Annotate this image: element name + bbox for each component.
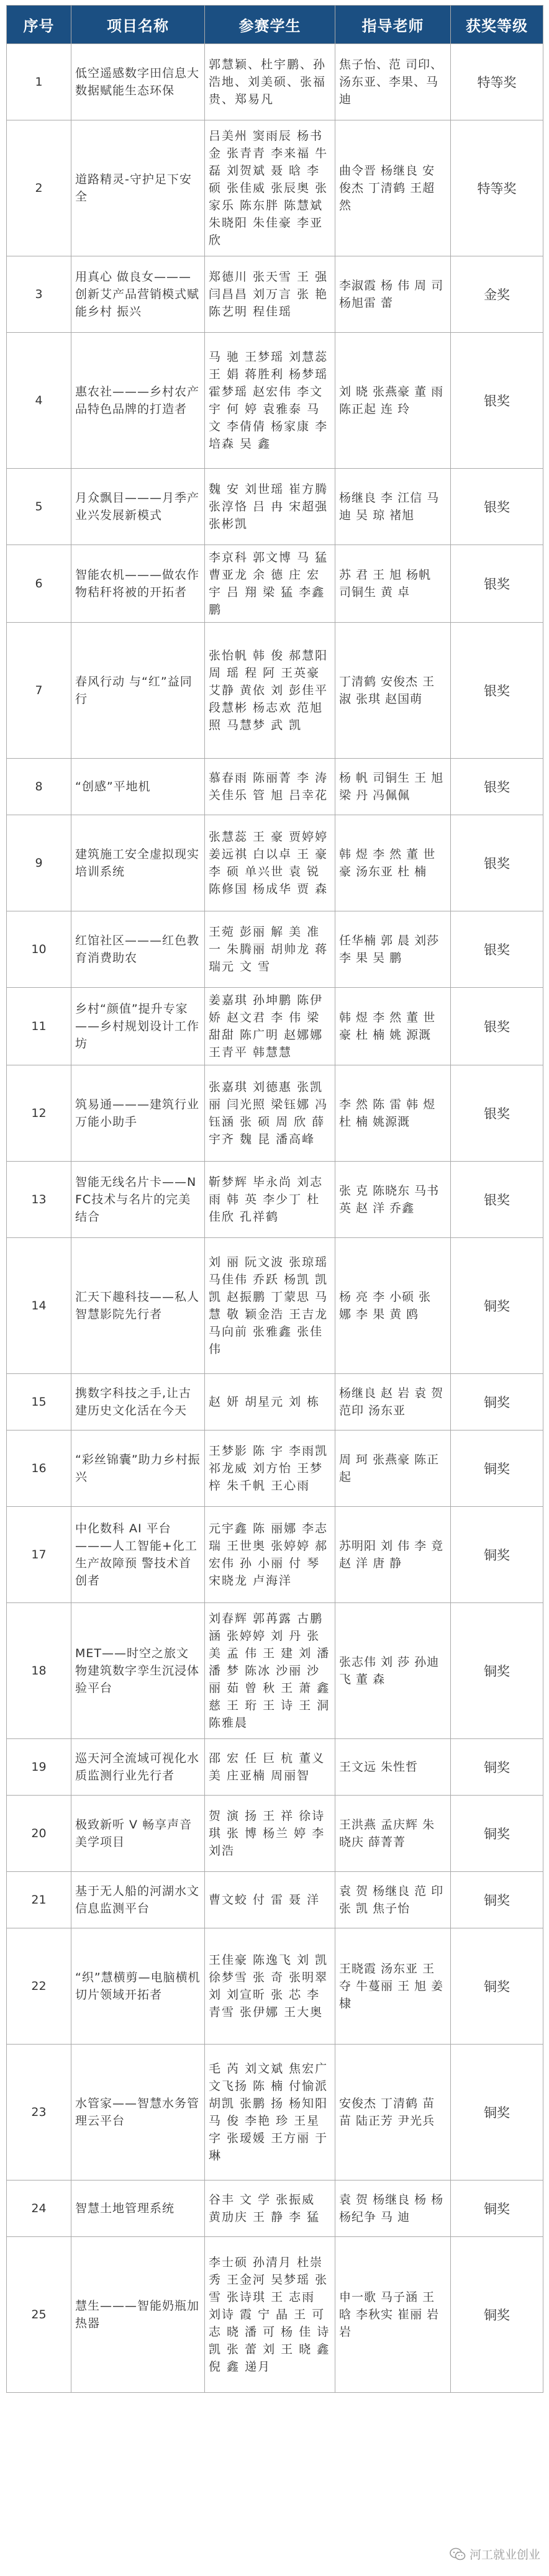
project-name: 智能农机———做农作物秸秆将被的开拓者 [71, 545, 205, 623]
project-name: 汇天下趣科技——私人智慧影院先行者 [71, 1238, 205, 1374]
table-row [7, 623, 543, 759]
prize-level: 铜奖 [451, 1928, 543, 2045]
row-number: 4 [7, 333, 71, 469]
table-row [7, 759, 543, 815]
table-row [7, 2045, 543, 2181]
prize-level: 银奖 [451, 815, 543, 911]
teachers-cell: 王晓霞 汤东亚 王 夺 牛蔓丽 王 旭 姜 棣 [335, 1928, 451, 2045]
table-row [7, 911, 543, 988]
students-cell: 元宇鑫 陈 丽娜 李志瑞 王世奥 张婷婷 郝宏伟 孙 小丽 付 琴 宋晓龙 卢海洋 [205, 1507, 335, 1603]
row-number: 12 [7, 1065, 71, 1162]
row-number: 1 [7, 44, 71, 120]
prize-level: 银奖 [451, 469, 543, 545]
row-number: 2 [7, 120, 71, 256]
students-cell: 毛 芮 刘文斌 焦宏广 文飞扬 陈 楠 付愉派 胡凯 张鹏 扬 杨知阳 马 俊 李艳 珍 王星字 张瑷媛 王方丽 于 琳 [205, 2045, 335, 2181]
teachers-cell: 王洪燕 孟庆辉 朱晓庆 薛菁菁 [335, 1796, 451, 1872]
awards-table [6, 5, 543, 2393]
students-cell: 王菀 彭丽 解 美 准一 朱腾丽 胡帅龙 蒋瑞元 文 雪 [205, 911, 335, 988]
prize-level: 铜奖 [451, 1507, 543, 1603]
project-name: 极致新听 V 畅享声音美学项目 [71, 1796, 205, 1872]
students-cell: 魏 安 刘世瑶 崔方腾 张淳恪 吕 冉 宋超强 张彬凯 [205, 469, 335, 545]
students-cell: 吕美州 窦雨辰 杨书金 张青青 李来福 牛 磊 刘贺斌 聂 晗 李 硕 张佳威 张辰奥 张家乐 陈东胖 陈慧斌 朱晓阳 朱佳豪 李亚欣 [205, 120, 335, 256]
table-row [7, 2181, 543, 2237]
prize-level: 特等奖 [451, 120, 543, 256]
row-number: 23 [7, 2045, 71, 2181]
project-name: 智慧土地管理系统 [71, 2181, 205, 2237]
prize-level: 银奖 [451, 911, 543, 988]
project-name: “织”慧横剪—电脑横机切片领域开拓者 [71, 1928, 205, 2045]
students-cell: 贺 演 扬 王 祥 徐诗琪 张 博 杨兰 婷 李 刘浩 [205, 1796, 335, 1872]
project-name: 基于无人船的河湖水文信息监测平台 [71, 1872, 205, 1928]
teachers-cell: 张 克 陈晓东 马书英 赵 洋 乔鑫 [335, 1162, 451, 1238]
table-row [7, 815, 543, 911]
table-row [7, 1507, 543, 1603]
teachers-cell: 苏 君 王 旭 杨帆 司铜生 黄 卓 [335, 545, 451, 623]
row-number: 17 [7, 1507, 71, 1603]
project-name: “创感”平地机 [71, 759, 205, 815]
table-row [7, 988, 543, 1065]
project-name: 用真心 做良女———创新艾产品营销模式赋能乡村 振兴 [71, 256, 205, 333]
students-cell: 邵 宏 任 巨 杭 董义美 庄亚楠 周丽智 [205, 1739, 335, 1796]
table-row [7, 256, 543, 333]
row-number: 9 [7, 815, 71, 911]
row-number: 20 [7, 1796, 71, 1872]
project-name: 建筑施工安全虚拟现实培训系统 [71, 815, 205, 911]
teachers-cell: 周 珂 张燕豪 陈正起 [335, 1430, 451, 1507]
prize-level: 铜奖 [451, 1603, 543, 1739]
students-cell: 李京科 郭文博 马 猛 曹亚龙 余 德 庄 宏宇 吕 翔 梁 猛 李鑫鹏 [205, 545, 335, 623]
project-name: 红馆社区———红色教育消费助农 [71, 911, 205, 988]
prize-level: 特等奖 [451, 44, 543, 120]
table-row [7, 333, 543, 469]
table-row [7, 1796, 543, 1872]
teachers-cell: 张志伟 刘 莎 孙迪飞 董 森 [335, 1603, 451, 1739]
students-cell: 谷丰 文 学 张振威 黄劢庆 王 静 李 猛 [205, 2181, 335, 2237]
table-row [7, 469, 543, 545]
header-name: 项目名称 [71, 6, 205, 44]
teachers-cell: 李淑霞 杨 伟 周 司 杨旭雷 蕾 [335, 256, 451, 333]
row-number: 25 [7, 2237, 71, 2393]
row-number: 18 [7, 1603, 71, 1739]
project-name: 乡村“颜值”提升专家——乡村规划设计工作坊 [71, 988, 205, 1065]
students-cell: 张慧蕊 王 豪 贾婷婷 姜远祺 白以卓 王 豪 李 硕 单兴世 袁 锐 陈修国 杨成华 贾 森 [205, 815, 335, 911]
table-row [7, 1430, 543, 1507]
teachers-cell: 韩 煜 李 然 董 世豪 汤东亚 杜 楠 [335, 815, 451, 911]
prize-level: 银奖 [451, 1065, 543, 1162]
students-cell: 曹文蛟 付 雷 聂 洋 [205, 1872, 335, 1928]
teachers-cell: 李 然 陈 雷 韩 煜 杜 楠 姚源溉 [335, 1065, 451, 1162]
teachers-cell: 杨继良 赵 岩 袁 贺 范印 汤东亚 [335, 1374, 451, 1430]
table-row [7, 1238, 543, 1374]
students-cell: 郭慧颖、杜宇鹏、孙浩地、刘美硕、张福贵、郑易凡 [205, 44, 335, 120]
table-row [7, 1872, 543, 1928]
prize-level: 铜奖 [451, 1872, 543, 1928]
project-name: 携数字科技之手,让古建历史文化活在今天 [71, 1374, 205, 1430]
row-number: 21 [7, 1872, 71, 1928]
project-name: 惠农社———乡村农产品特色品牌的打造者 [71, 333, 205, 469]
teachers-cell: 曲令晋 杨继良 安俊杰 丁清鹤 王超然 [335, 120, 451, 256]
teachers-cell: 刘 晓 张燕豪 董 雨 陈正起 连 玲 [335, 333, 451, 469]
row-number: 3 [7, 256, 71, 333]
row-number: 5 [7, 469, 71, 545]
header-prize: 获奖等级 [451, 6, 543, 44]
teachers-cell: 丁清鹤 安俊杰 王淑 张琪 赵国萌 [335, 623, 451, 759]
header-no: 序号 [7, 6, 71, 44]
students-cell: 李士硕 孙清月 杜崇秀 王金河 吴梦瑶 张 雪 张诗琪 王 志雨 刘诗 霞 宁 晶 王 可 志 晓 潘 可 杨 佳 诗凯 张 蕾 刘 王 晓 鑫 倪 鑫 递月 [205, 2237, 335, 2393]
watermark-text: 河工就业创业 [469, 2548, 540, 2562]
students-cell: 靳梦辉 毕永尚 刘志雨 韩 英 李少丁 杜佳欣 孔祥鹤 [205, 1162, 335, 1238]
row-number: 7 [7, 623, 71, 759]
project-name: 低空遥感数字田信息大数据赋能生态环保 [71, 44, 205, 120]
wechat-icon [450, 2547, 466, 2561]
students-cell: 张怡帆 韩 俊 郝慧阳 周 瑶 程 阿 王英豪 艾静 黄依 刘 彭佳平 段慧彬 杨志欢 范旭 照 马慧梦 武 凯 [205, 623, 335, 759]
prize-level: 铜奖 [451, 1796, 543, 1872]
teachers-cell: 任华楠 郭 晨 刘莎 李 果 吴 鹏 [335, 911, 451, 988]
teachers-cell: 王文远 朱性哲 [335, 1739, 451, 1796]
project-name: 智能无线名片卡——NFC技术与名片的完美结合 [71, 1162, 205, 1238]
project-name: 巡天河全流域可视化水质监测行业先行者 [71, 1739, 205, 1796]
prize-level: 银奖 [451, 759, 543, 815]
row-number: 15 [7, 1374, 71, 1430]
project-name: MET——时空之旅文物建筑数字孪生沉浸体验平台 [71, 1603, 205, 1739]
row-number: 19 [7, 1739, 71, 1796]
prize-level: 铜奖 [451, 1739, 543, 1796]
table-row [7, 545, 543, 623]
students-cell: 姜嘉琪 孙坤鹏 陈伊娇 赵文君 李 伟 梁甜甜 陈广明 赵娜娜 王青平 韩慧慧 [205, 988, 335, 1065]
table-row [7, 1928, 543, 2045]
students-cell: 张嘉琪 刘德惠 张凯丽 闫光照 梁钰娜 冯钰涵 张 硕 周 欣 薛 宇齐 魏 昆 潘高峰 [205, 1065, 335, 1162]
header-students: 参赛学生 [205, 6, 335, 44]
row-number: 11 [7, 988, 71, 1065]
prize-level: 铜奖 [451, 2237, 543, 2393]
students-cell: 刘 丽 阮文波 张琼瑶 马佳伟 乔跃 杨凯 凯凯 赵振鹏 丁蒙思 马慧 敬 颖金浩 王吉龙 马向前 张雅鑫 张佳伟 [205, 1238, 335, 1374]
prize-level: 金奖 [451, 256, 543, 333]
row-number: 16 [7, 1430, 71, 1507]
teachers-cell: 申一歌 马子涵 王 晗 李秋实 崔丽 岩岩 [335, 2237, 451, 2393]
teachers-cell: 杨 帆 司铜生 王 旭 梁 丹 冯佩佩 [335, 759, 451, 815]
table-body [7, 44, 543, 2393]
project-name: 月众飘目———月季产业兴发展新模式 [71, 469, 205, 545]
teachers-cell: 杨继良 李 江信 马 迪 吴 琼 褚旭 [335, 469, 451, 545]
students-cell: 王梦影 陈 宇 李雨凯 祁龙威 刘方怡 王梦梓 朱千帆 王心雨 [205, 1430, 335, 1507]
teachers-cell: 苏明阳 刘 伟 李 竟 赵 洋 唐 静 [335, 1507, 451, 1603]
students-cell: 郑德川 张天雪 王 强 闫昌昌 刘万言 张 艳 陈艺明 程佳瑶 [205, 256, 335, 333]
table-row [7, 1162, 543, 1238]
project-name: 水管家——智慧水务管理云平台 [71, 2045, 205, 2181]
prize-level: 银奖 [451, 1162, 543, 1238]
project-name: 道路精灵-守护足下安全 [71, 120, 205, 256]
row-number: 13 [7, 1162, 71, 1238]
teachers-cell: 韩 煜 李 然 董 世 豪 杜 楠 姚 源溉 [335, 988, 451, 1065]
prize-level: 银奖 [451, 333, 543, 469]
students-cell: 王佳豪 陈逸飞 刘 凯 徐梦雪 张 奇 张明翠 刘 刘宣昕 张 芯 李青雪 张伊娜 王大奥 [205, 1928, 335, 2045]
row-number: 10 [7, 911, 71, 988]
prize-level: 银奖 [451, 545, 543, 623]
table-row [7, 120, 543, 256]
table-row [7, 2237, 543, 2393]
header-row [7, 6, 543, 44]
prize-level: 银奖 [451, 623, 543, 759]
teachers-cell: 安俊杰 丁清鹤 苗苗 陆正芳 尹光兵 [335, 2045, 451, 2181]
students-cell: 慕春雨 陈丽菁 李 涛 关佳乐 管 旭 吕幸花 [205, 759, 335, 815]
project-name: 春风行动 与“红”益同行 [71, 623, 205, 759]
students-cell: 刘春辉 郭苒露 古鹏涵 张婷婷 刘 丹 张 美 孟 伟 王 建 刘 潘 潘 梦 陈冰 沙丽 沙丽 茹 曾 秋 王 萧 鑫 慈 王 珩 王 诗 王 洞 陈雅晨 [205, 1603, 335, 1739]
project-name: 慧生———智能奶瓶加热器 [71, 2237, 205, 2393]
table-row [7, 1603, 543, 1739]
project-name: 筑易通———建筑行业万能小助手 [71, 1065, 205, 1162]
project-name: 中化数科 AI 平台———人工智能+化工生产故障预 警技术首创者 [71, 1507, 205, 1603]
prize-level: 银奖 [451, 988, 543, 1065]
row-number: 14 [7, 1238, 71, 1374]
table-row [7, 1065, 543, 1162]
watermark [450, 2546, 540, 2562]
students-cell: 赵 妍 胡星元 刘 栋 [205, 1374, 335, 1430]
students-cell: 马 驰 王梦瑶 刘慧蕊 王 娟 蒋胜利 杨梦瑶 霍梦瑶 赵宏伟 李文宇 何 婷 袁雅泰 马 文 李倩倩 杨家康 李培森 吴 鑫 [205, 333, 335, 469]
table-row [7, 1739, 543, 1796]
table-row [7, 44, 543, 120]
teachers-cell: 焦子怡、范 司印、汤东亚、李果、马迪 [335, 44, 451, 120]
row-number: 24 [7, 2181, 71, 2237]
teachers-cell: 杨 亮 李 小硕 张 娜 李 果 黄 鸥 [335, 1238, 451, 1374]
teachers-cell: 袁 贺 杨继良 范 印 张 凯 焦子怡 [335, 1872, 451, 1928]
row-number: 6 [7, 545, 71, 623]
prize-level: 铜奖 [451, 1430, 543, 1507]
prize-level: 铜奖 [451, 1374, 543, 1430]
row-number: 8 [7, 759, 71, 815]
prize-level: 铜奖 [451, 1238, 543, 1374]
prize-level: 铜奖 [451, 2045, 543, 2181]
prize-level: 铜奖 [451, 2181, 543, 2237]
teachers-cell: 袁 贺 杨继良 杨 杨 杨纪争 马 迪 [335, 2181, 451, 2237]
table-row [7, 1374, 543, 1430]
header-teachers: 指导老师 [335, 6, 451, 44]
project-name: “彩丝锦囊”助力乡村振兴 [71, 1430, 205, 1507]
row-number: 22 [7, 1928, 71, 2045]
